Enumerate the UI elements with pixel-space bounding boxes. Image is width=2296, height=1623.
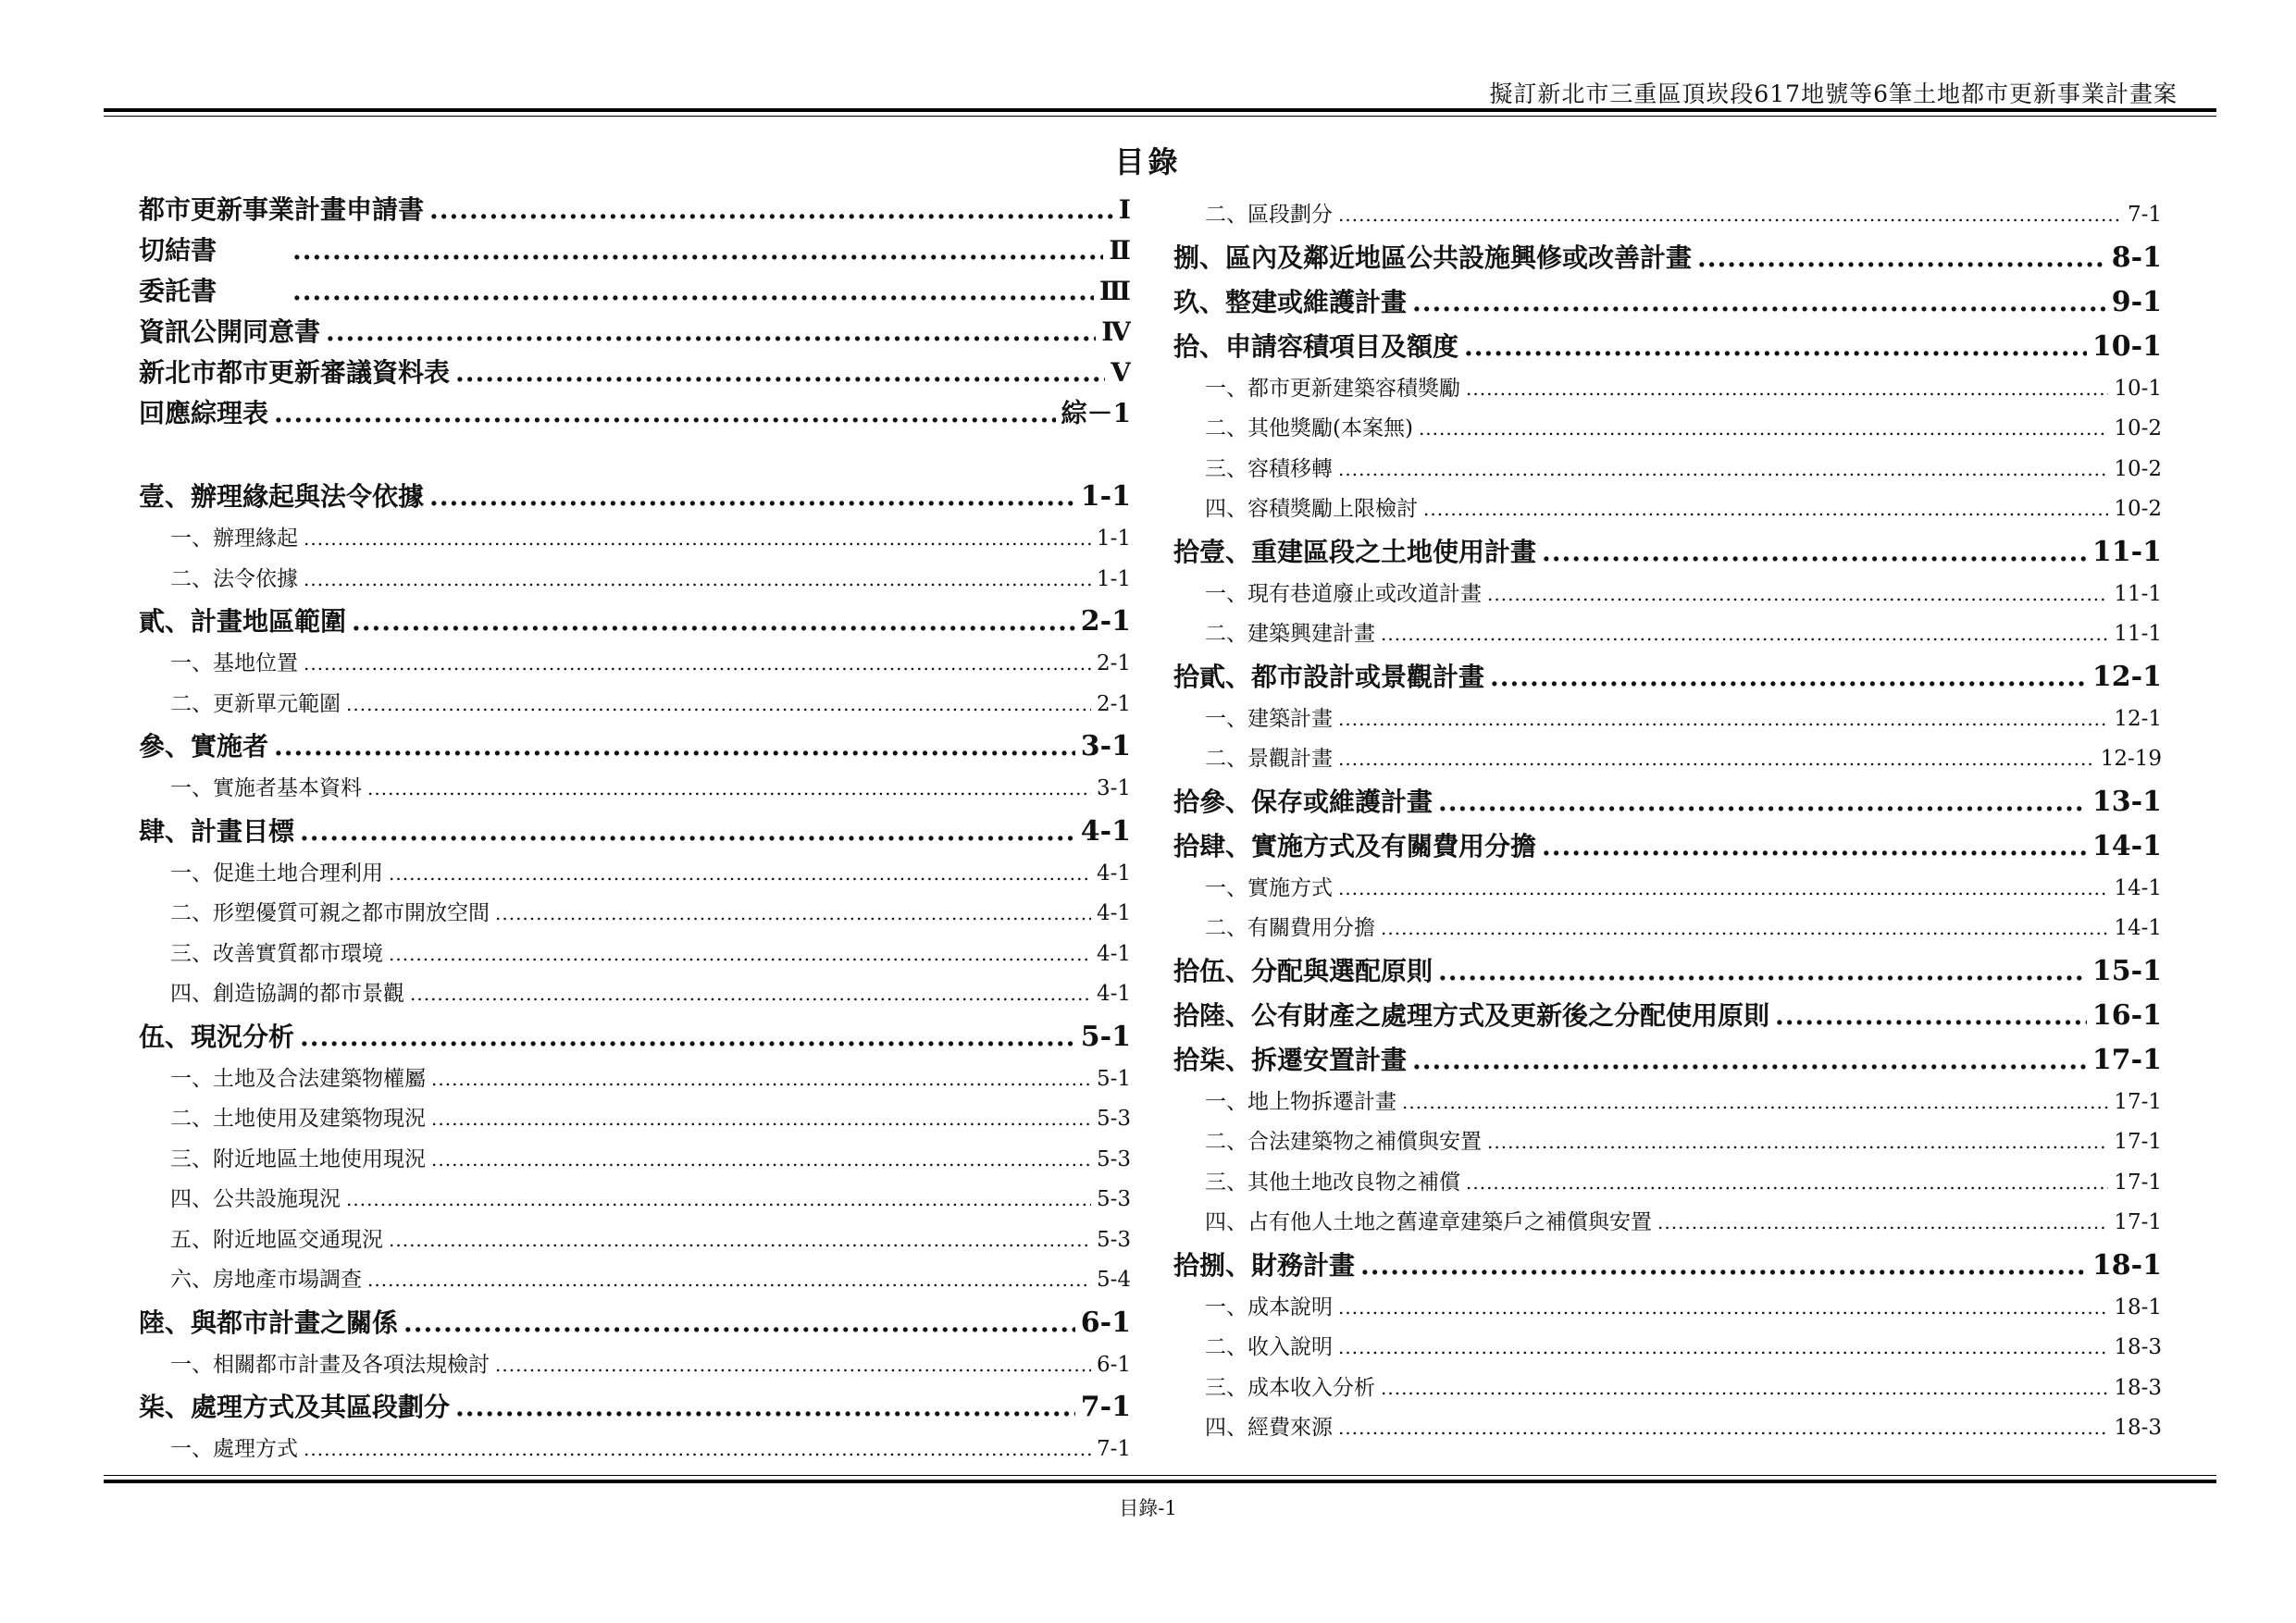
toc-entry-front[interactable] — [139, 353, 1131, 393]
toc-entry-label: 新北市都市更新審議資料表 — [139, 357, 451, 388]
toc-entry-sub[interactable] — [139, 935, 1131, 975]
toc-entry-page: 14-1 — [2091, 829, 2162, 862]
toc-entry-label: 一、建築計畫 — [1205, 706, 1333, 731]
toc-leader-dots — [431, 1140, 1091, 1181]
toc-leader-dots — [1381, 614, 2108, 655]
toc-entry-chapter[interactable] — [1173, 1038, 2162, 1083]
toc-entry-sub[interactable] — [139, 560, 1131, 601]
toc-leader-dots — [292, 230, 1103, 271]
toc-entry-sub[interactable] — [1173, 1203, 2162, 1244]
header-rule-thin — [104, 116, 2216, 117]
toc-leader-dots — [1423, 489, 2108, 530]
toc-leader-dots — [389, 935, 1091, 975]
toc-entry-page: 10-2 — [2114, 456, 2162, 481]
toc-entry-label: 三、附近地區土地使用現況 — [170, 1146, 426, 1171]
toc-leader-dots — [1464, 325, 2087, 369]
toc-entry-page: 17-1 — [2114, 1170, 2162, 1195]
toc-leader-dots — [1338, 1408, 2108, 1449]
toc-leader-dots — [1487, 575, 2108, 615]
toc-entry-sub[interactable] — [1173, 489, 2162, 530]
toc-entry-chapter[interactable] — [1173, 280, 2162, 325]
toc-entry-sub[interactable] — [139, 1260, 1131, 1301]
toc-leader-dots — [352, 600, 1075, 644]
document-header-title: 擬訂新北市三重區頂崁段617地號等6筆土地都市更新事業計畫案 — [1489, 81, 2178, 107]
toc-entry-page: 18-3 — [2114, 1375, 2162, 1400]
toc-leader-dots — [455, 353, 1105, 393]
toc-entry-page: 1-1 — [1096, 527, 1131, 551]
toc-leader-dots — [1338, 869, 2108, 910]
footer-rule-thick — [104, 1480, 2216, 1483]
toc-leader-dots — [1490, 655, 2087, 700]
toc-entry-sub[interactable] — [1173, 409, 2162, 450]
toc-entry-page: 2-1 — [1096, 691, 1131, 716]
toc-leader-dots — [304, 519, 1091, 560]
toc-leader-dots — [304, 1430, 1091, 1470]
toc-entry-label: 伍、現況分析 — [139, 1021, 295, 1052]
toc-entry-front[interactable] — [139, 271, 1131, 312]
toc-entry-page: 18-3 — [2114, 1335, 2162, 1359]
toc-entry-page: 12-1 — [2114, 706, 2162, 731]
toc-entry-page: 10-1 — [2114, 376, 2162, 401]
toc-leader-dots — [1438, 949, 2087, 994]
toc-entry-label: 拾參、保存或維護計畫 — [1173, 786, 1433, 817]
toc-entry-label: 二、形塑優質可親之都市開放空間 — [170, 901, 490, 925]
toc-entry-sub[interactable] — [1173, 1328, 2162, 1369]
toc-entry-label: 二、區段劃分 — [1205, 203, 1333, 227]
toc-entry-page: Ⅳ — [1101, 316, 1131, 347]
toc-entry-front[interactable] — [139, 312, 1131, 353]
toc-entry-page: 7-1 — [1096, 1437, 1131, 1461]
toc-entry-page: 8-1 — [2111, 241, 2162, 274]
toc-leader-dots — [1697, 236, 2106, 280]
toc-entry-chapter[interactable] — [139, 1385, 1131, 1430]
toc-leader-dots — [300, 1015, 1075, 1059]
toc-leader-dots — [274, 725, 1075, 769]
toc-entry-chapter[interactable] — [1173, 655, 2162, 700]
toc-leader-dots — [495, 894, 1091, 935]
toc-entry-sub[interactable] — [139, 974, 1131, 1015]
toc-entry-page: 17-1 — [2114, 1210, 2162, 1234]
toc-entry-page: 7-1 — [1080, 1391, 1131, 1423]
toc-entry-page: 11-1 — [2091, 535, 2162, 568]
toc-right-column — [1173, 195, 2162, 1449]
toc-entry-sub[interactable] — [139, 1059, 1131, 1100]
toc-entry-label: 二、收入說明 — [1205, 1335, 1333, 1359]
toc-entry-label: 二、土地使用及建築物現況 — [170, 1107, 426, 1131]
toc-entry-chapter[interactable] — [1173, 530, 2162, 575]
toc-entry-sub[interactable] — [139, 519, 1131, 560]
toc-entry-label: 拾、申請容積項目及額度 — [1173, 330, 1459, 362]
toc-entry-sub[interactable] — [139, 644, 1131, 685]
toc-entry-sub[interactable] — [1173, 909, 2162, 949]
toc-entry-label: 一、處理方式 — [170, 1437, 298, 1461]
toc-entry-page: 4-1 — [1096, 901, 1131, 925]
toc-leader-dots — [389, 1220, 1091, 1261]
toc-leader-dots — [1657, 1203, 2108, 1244]
toc-entry-label: 二、法令依據 — [170, 566, 298, 591]
toc-entry-label: 拾伍、分配與選配原則 — [1173, 955, 1433, 986]
toc-entry-sub[interactable] — [1173, 575, 2162, 615]
toc-leader-dots — [1412, 1038, 2087, 1083]
toc-leader-dots — [1338, 450, 2108, 490]
toc-entry-page: 15-1 — [2091, 954, 2162, 987]
toc-leader-dots — [431, 1059, 1091, 1100]
toc-entry-label: 拾柒、拆遷安置計畫 — [1173, 1044, 1408, 1075]
toc-entry-sub[interactable] — [139, 1140, 1131, 1181]
toc-entry-label: 一、辦理緣起 — [170, 527, 298, 551]
toc-entry-page: 5-3 — [1096, 1146, 1131, 1171]
toc-entry-page: 1-1 — [1096, 566, 1131, 591]
toc-entry-label: 捌、區內及鄰近地區公共設施興修或改善計畫 — [1173, 242, 1693, 273]
toc-entry-page: 5-3 — [1096, 1187, 1131, 1211]
toc-leader-dots — [1542, 530, 2087, 575]
toc-entry-page: 6-1 — [1080, 1306, 1131, 1339]
toc-leader-dots — [1487, 1122, 2108, 1163]
toc-entry-page: 17-1 — [2114, 1089, 2162, 1114]
toc-entry-label: 四、經費來源 — [1205, 1416, 1333, 1440]
toc-entry-label: 一、基地位置 — [170, 651, 298, 675]
toc-entry-sub[interactable] — [1173, 195, 2162, 236]
toc-entry-label: 一、地上物拆遷計畫 — [1205, 1089, 1396, 1114]
toc-entry-label: 二、景觀計畫 — [1205, 747, 1333, 771]
toc-leader-dots — [304, 644, 1091, 685]
toc-entry-chapter[interactable] — [139, 810, 1131, 854]
toc-entry-page: 5-3 — [1096, 1227, 1131, 1252]
toc-leader-dots — [1381, 909, 2108, 949]
toc-leader-dots — [367, 1260, 1091, 1301]
toc-leader-dots — [429, 190, 1113, 230]
toc-entry-page: 4-1 — [1080, 814, 1131, 848]
toc-entry-page: 12-19 — [2100, 747, 2162, 771]
toc-entry-sub[interactable] — [139, 1430, 1131, 1470]
footer-rule-thin — [104, 1475, 2216, 1476]
toc-entry-page: 5-4 — [1096, 1268, 1131, 1292]
toc-entry-sub[interactable] — [139, 1180, 1131, 1220]
toc-entry-page: 綜－1 — [1061, 398, 1131, 428]
toc-entry-label: 三、容積移轉 — [1205, 456, 1333, 481]
toc-entry-chapter[interactable] — [139, 475, 1131, 519]
toc-leader-dots — [1419, 409, 2108, 450]
toc-entry-page: 10-2 — [2114, 416, 2162, 440]
toc-entry-page: 5-1 — [1080, 1020, 1131, 1053]
toc-entry-label: 六、房地產市場調查 — [170, 1268, 362, 1292]
toc-leader-dots — [1542, 824, 2087, 869]
toc-leader-dots — [1466, 369, 2108, 410]
toc-leader-dots — [1338, 195, 2122, 236]
toc-entry-chapter[interactable] — [1173, 824, 2162, 869]
toc-entry-page: 14-1 — [2114, 916, 2162, 940]
toc-leader-dots — [1402, 1083, 2108, 1123]
toc-entry-chapter[interactable] — [1173, 949, 2162, 994]
toc-entry-label: 一、土地及合法建築物權屬 — [170, 1066, 426, 1091]
toc-entry-label: 五、附近地區交通現況 — [170, 1227, 383, 1252]
toc-entry-sub[interactable] — [1173, 450, 2162, 490]
toc-leader-dots — [1338, 700, 2108, 740]
toc-entry-page: 10-1 — [2091, 329, 2162, 363]
toc-leader-dots — [1438, 780, 2087, 824]
toc-leader-dots — [495, 1345, 1091, 1386]
toc-entry-sub[interactable] — [139, 854, 1131, 895]
toc-entry-label: 一、實施方式 — [1205, 875, 1333, 900]
toc-entry-sub[interactable] — [1173, 1288, 2162, 1329]
toc-entry-page: 6-1 — [1096, 1352, 1131, 1377]
toc-leader-dots — [1338, 739, 2095, 780]
toc-entry-page: 4-1 — [1096, 982, 1131, 1006]
toc-leader-dots — [346, 1180, 1091, 1220]
toc-entry-sub[interactable] — [139, 685, 1131, 725]
toc-entry-page: 1-1 — [1080, 480, 1131, 513]
toc-entry-page: 5-3 — [1096, 1107, 1131, 1131]
toc-entry-label: 三、改善實質都市環境 — [170, 941, 383, 966]
toc-entry-page: Ⅲ — [1098, 276, 1131, 306]
toc-entry-label: 一、現有巷道廢止或改道計畫 — [1205, 581, 1482, 606]
toc-entry-label: 四、創造協調的都市景觀 — [170, 982, 404, 1006]
toc-entry-sub[interactable] — [1173, 369, 2162, 410]
toc-entry-chapter[interactable] — [139, 600, 1131, 644]
toc-entry-page: 9-1 — [2111, 285, 2162, 318]
toc-entry-page: 4-1 — [1096, 941, 1131, 966]
toc-leader-dots — [1360, 1244, 2087, 1288]
toc-entry-label: 回應綜理表 — [139, 398, 269, 428]
toc-entry-label: 二、建築興建計畫 — [1205, 622, 1375, 646]
toc-entry-sub[interactable] — [139, 1345, 1131, 1386]
toc-entry-page: 18-3 — [2114, 1416, 2162, 1440]
toc-entry-label: 拾肆、實施方式及有關費用分擔 — [1173, 830, 1537, 861]
toc-entry-label: 貳、計畫地區範圍 — [139, 606, 347, 637]
toc-leader-dots — [431, 1099, 1091, 1140]
toc-leader-dots — [403, 1301, 1075, 1345]
toc-entry-label: 都市更新事業計畫申請書 — [139, 194, 425, 225]
toc-entry-chapter[interactable] — [1173, 994, 2162, 1038]
toc-leader-dots — [1775, 994, 2087, 1038]
toc-entry-front[interactable] — [139, 190, 1131, 230]
toc-entry-sub[interactable] — [1173, 1083, 2162, 1123]
toc-entry-chapter[interactable] — [139, 1015, 1131, 1059]
toc-entry-label: 二、合法建築物之補償與安置 — [1205, 1130, 1482, 1154]
toc-entry-sub[interactable] — [1173, 700, 2162, 740]
toc-entry-page: 11-1 — [2114, 622, 2162, 646]
toc-leader-dots — [389, 854, 1091, 895]
toc-entry-page: 17-1 — [2114, 1130, 2162, 1154]
toc-entry-page: Ⅴ — [1111, 357, 1131, 388]
toc-title: 目錄 — [1114, 144, 1182, 180]
toc-entry-page: 2-1 — [1080, 605, 1131, 638]
toc-leader-dots — [326, 312, 1096, 353]
toc-entry-sub[interactable] — [1173, 869, 2162, 910]
toc-entry-page: Ⅰ — [1118, 194, 1131, 225]
toc-entry-sub[interactable] — [1173, 614, 2162, 655]
toc-entry-chapter[interactable] — [1173, 1244, 2162, 1288]
toc-leader-dots — [1412, 280, 2106, 325]
toc-entry-label: 四、容積獎勵上限檢討 — [1205, 497, 1418, 521]
toc-entry-label: 壹、辦理緣起與法令依據 — [139, 481, 425, 512]
toc-entry-front[interactable] — [139, 230, 1131, 271]
toc-entry-sub[interactable] — [1173, 1122, 2162, 1163]
toc-entry-label: 拾壹、重建區段之土地使用計畫 — [1173, 536, 1537, 567]
toc-entry-sub[interactable] — [139, 769, 1131, 810]
toc-entry-label: 一、相關都市計畫及各項法規檢討 — [170, 1352, 490, 1377]
toc-leader-dots — [292, 271, 1094, 312]
toc-entry-chapter[interactable] — [1173, 325, 2162, 369]
toc-entry-label: 三、成本收入分析 — [1205, 1375, 1375, 1400]
toc-leader-dots — [455, 1385, 1075, 1430]
toc-entry-page: 2-1 — [1096, 651, 1131, 675]
toc-left-column — [139, 190, 1131, 1470]
toc-entry-label: 肆、計畫目標 — [139, 815, 295, 847]
header-rule-thick — [104, 108, 2216, 112]
toc-entry-chapter[interactable] — [139, 1301, 1131, 1345]
toc-entry-label: 一、實施者基本資料 — [170, 776, 362, 800]
toc-entry-page: 7-1 — [2127, 203, 2162, 227]
toc-leader-dots — [274, 393, 1056, 434]
toc-leader-dots — [300, 810, 1075, 854]
toc-entry-label: 四、占有他人土地之舊違章建築戶之補償與安置 — [1205, 1210, 1652, 1234]
toc-entry-page: 17-1 — [2091, 1043, 2162, 1076]
toc-entry-chapter[interactable] — [1173, 780, 2162, 824]
toc-entry-label: 一、都市更新建築容積獎勵 — [1205, 376, 1460, 401]
toc-entry-label: 拾貳、都市設計或景觀計畫 — [1173, 661, 1485, 692]
toc-entry-label: 玖、整建或維護計畫 — [1173, 286, 1408, 317]
toc-spacer — [139, 434, 1131, 475]
toc-entry-page: 18-1 — [2091, 1248, 2162, 1282]
toc-entry-page: 5-1 — [1096, 1066, 1131, 1091]
toc-entry-label: 柒、處理方式及其區段劃分 — [139, 1392, 451, 1422]
toc-leader-dots — [1381, 1369, 2108, 1409]
toc-leader-dots — [346, 685, 1091, 725]
toc-entry-sub[interactable] — [1173, 1163, 2162, 1204]
toc-entry-page: 13-1 — [2091, 785, 2162, 818]
toc-entry-label: 拾捌、財務計畫 — [1173, 1249, 1356, 1281]
toc-entry-label: 二、更新單元範圍 — [170, 691, 341, 716]
toc-entry-page: 4-1 — [1096, 861, 1131, 886]
toc-leader-dots — [1338, 1288, 2108, 1329]
toc-entry-page: 18-1 — [2114, 1295, 2162, 1319]
toc-entry-page: 16-1 — [2091, 998, 2162, 1032]
toc-entry-label: 一、促進土地合理利用 — [170, 861, 383, 886]
toc-entry-page: 10-2 — [2114, 497, 2162, 521]
toc-entry-sub[interactable] — [1173, 1369, 2162, 1409]
toc-entry-label: 拾陸、公有財產之處理方式及更新後之分配使用原則 — [1173, 999, 1770, 1031]
toc-entry-label: 一、成本說明 — [1205, 1295, 1333, 1319]
toc-entry-page: 12-1 — [2091, 660, 2162, 693]
toc-entry-label: 參、實施者 — [139, 731, 269, 762]
toc-entry-label: 二、有關費用分擔 — [1205, 916, 1375, 940]
toc-leader-dots — [1338, 1328, 2108, 1369]
footer-page-number: 目錄-1 — [1119, 1497, 1177, 1519]
toc-entry-page: Ⅱ — [1109, 235, 1131, 266]
toc-entry-chapter[interactable] — [139, 725, 1131, 769]
toc-entry-sub[interactable] — [139, 1099, 1131, 1140]
toc-leader-dots — [429, 475, 1075, 519]
toc-entry-page: 3-1 — [1080, 730, 1131, 762]
toc-entry-sub[interactable] — [1173, 739, 2162, 780]
toc-leader-dots — [1466, 1163, 2108, 1204]
toc-leader-dots — [410, 974, 1091, 1015]
toc-entry-label: 二、其他獎勵(本案無) — [1205, 416, 1413, 440]
toc-entry-label: 陸、與都市計畫之關係 — [139, 1307, 399, 1338]
toc-entry-label: 四、公共設施現況 — [170, 1187, 341, 1211]
toc-entry-label: 三、其他土地改良物之補償 — [1205, 1170, 1460, 1195]
toc-entry-chapter[interactable] — [1173, 236, 2162, 280]
toc-entry-sub[interactable] — [1173, 1408, 2162, 1449]
toc-entry-page: 3-1 — [1096, 776, 1131, 800]
toc-entry-sub[interactable] — [139, 1220, 1131, 1261]
toc-leader-dots — [304, 560, 1091, 601]
toc-entry-page: 11-1 — [2114, 581, 2162, 606]
toc-entry-page: 14-1 — [2114, 875, 2162, 900]
toc-entry-label: 委託書 — [139, 276, 217, 306]
toc-entry-front[interactable] — [139, 393, 1131, 434]
toc-entry-sub[interactable] — [139, 894, 1131, 935]
toc-entry-label: 切結書 — [139, 235, 217, 266]
toc-leader-dots — [367, 769, 1091, 810]
toc-entry-label: 資訊公開同意書 — [139, 316, 321, 347]
